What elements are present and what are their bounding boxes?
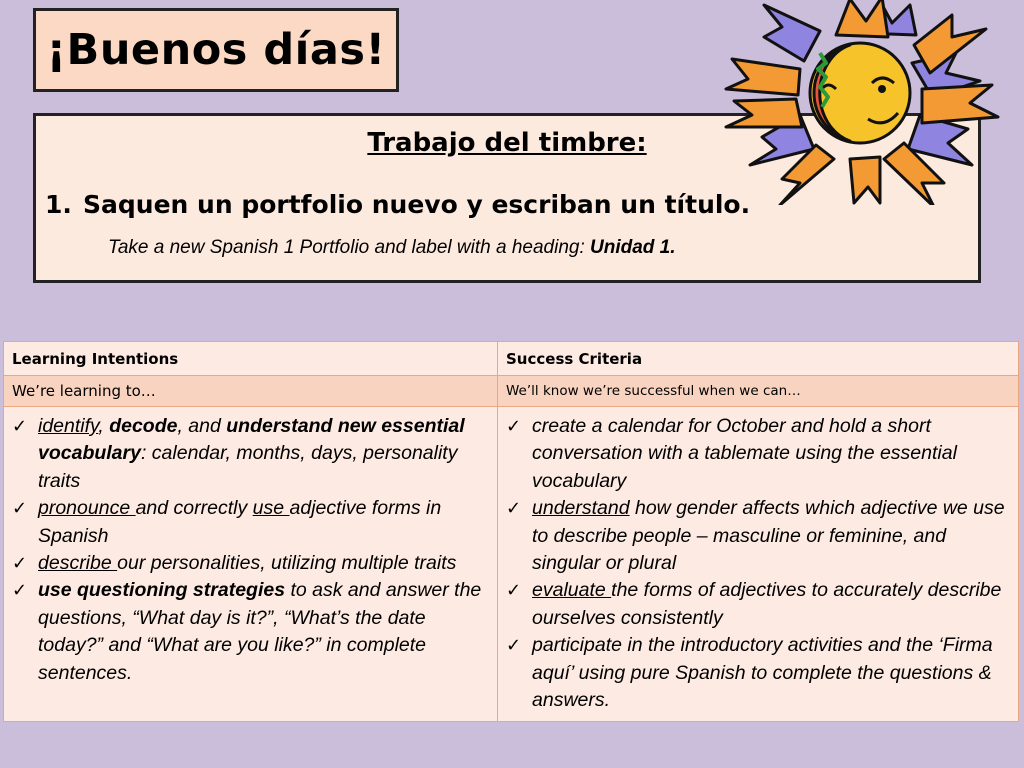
check-icon: ✓ bbox=[12, 416, 28, 437]
list-item bbox=[12, 413, 489, 495]
slide-title: ¡Buenos días! bbox=[46, 25, 386, 75]
note-bold: Unidad 1. bbox=[590, 237, 676, 258]
list-item bbox=[506, 413, 1010, 495]
success-criteria-list bbox=[506, 413, 1010, 714]
subheader-success: We’ll know we’re successful when we can… bbox=[498, 376, 1019, 407]
list-item bbox=[506, 495, 1010, 577]
item-text: pronounce bbox=[38, 497, 136, 520]
header-learning-intentions: Learning Intentions bbox=[4, 342, 498, 376]
item-text: , and bbox=[177, 415, 227, 437]
success-criteria-cell bbox=[498, 407, 1019, 722]
item-text: create a calendar for October and hold a short conversation with a tablemate using the essential vocabulary bbox=[532, 415, 957, 492]
item-text: describe bbox=[38, 552, 118, 575]
check-icon: ✓ bbox=[506, 635, 522, 657]
subheader-learning: We’re learning to… bbox=[4, 376, 498, 407]
item-text: identify bbox=[38, 415, 99, 437]
item-text: , bbox=[98, 415, 110, 437]
item-text: decode bbox=[109, 415, 178, 437]
sun-clipart bbox=[722, 0, 1000, 205]
bell-work-task bbox=[45, 190, 750, 219]
item-text: : calendar, months, days, personality traits bbox=[38, 442, 458, 492]
item-text: use questioning strategies bbox=[38, 579, 286, 602]
task-text: Saquen un portfolio nuevo y escriban un título. bbox=[83, 190, 751, 219]
item-text: and correctly bbox=[135, 497, 253, 520]
item-text: evaluate bbox=[532, 579, 612, 602]
list-item bbox=[12, 495, 489, 550]
table-body-row bbox=[4, 407, 1019, 722]
learning-intentions-cell bbox=[4, 407, 498, 722]
item-text: how gender affects which adjective we use to describe people – masculine or feminine, and singular or plural bbox=[532, 497, 1005, 575]
learning-intentions-list bbox=[12, 413, 489, 687]
item-text: the forms of adjectives to accurately describe ourselves consistently bbox=[532, 579, 1002, 629]
item-text: understand new essential vocabulary bbox=[38, 415, 465, 465]
title-box bbox=[33, 8, 399, 92]
item-text: participate in the introductory activities and the ‘Firma aquí’ using pure Spanish to complete the questions & answers. bbox=[532, 634, 993, 712]
list-item bbox=[12, 550, 489, 577]
check-icon: ✓ bbox=[506, 498, 522, 520]
task-number: 1. bbox=[45, 190, 72, 219]
note-text: Take a new Spanish 1 Portfolio and label with a heading: bbox=[108, 237, 591, 258]
item-text: to ask and answer the questions, “What day is it?”, “What’s the date today?” and “What are you like?” in complete sentences. bbox=[38, 579, 482, 684]
item-text: our personalities, utilizing multiple traits bbox=[117, 552, 457, 575]
bell-work-note bbox=[108, 237, 676, 259]
check-icon: ✓ bbox=[12, 498, 28, 520]
table-subheader-row bbox=[4, 376, 1019, 407]
list-item bbox=[506, 632, 1010, 714]
check-icon: ✓ bbox=[506, 416, 522, 437]
table-header-row bbox=[4, 342, 1019, 376]
learning-success-table bbox=[3, 341, 1019, 722]
list-item bbox=[12, 577, 489, 687]
check-icon: ✓ bbox=[12, 580, 28, 602]
check-icon: ✓ bbox=[506, 580, 522, 602]
item-text: understand bbox=[532, 497, 630, 520]
list-item bbox=[506, 577, 1010, 632]
check-icon: ✓ bbox=[12, 553, 28, 575]
item-text: use bbox=[252, 497, 290, 520]
item-text: adjective forms in Spanish bbox=[38, 497, 442, 547]
header-success-criteria: Success Criteria bbox=[498, 342, 1019, 376]
bell-work-heading: Trabajo del timbre: bbox=[367, 128, 647, 158]
